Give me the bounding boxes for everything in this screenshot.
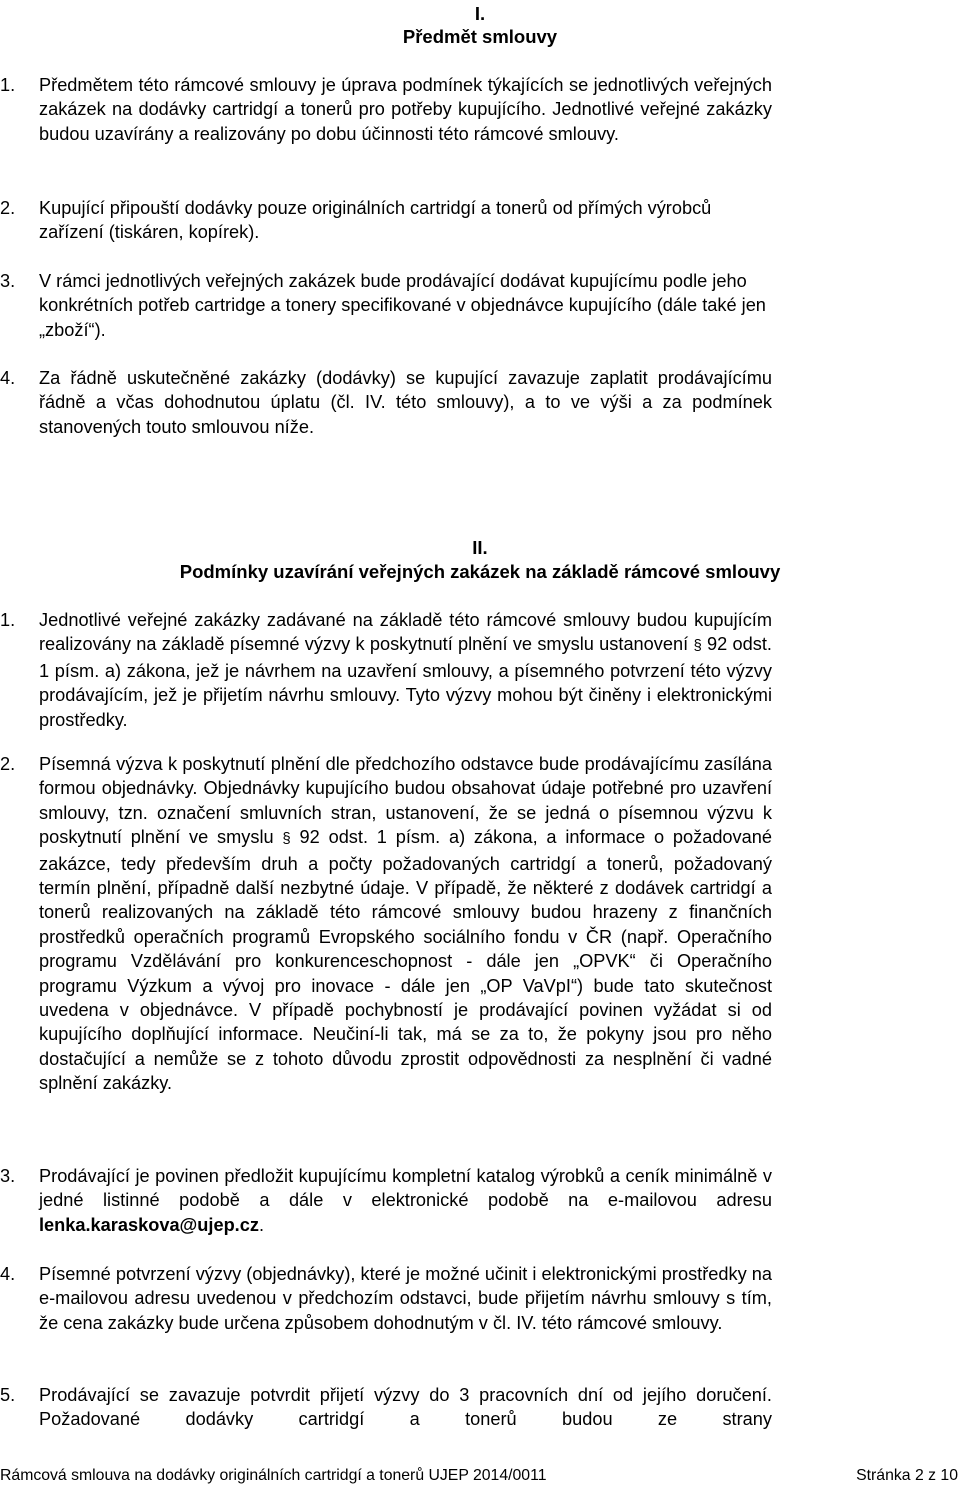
s2-item-1-text: Jednotlivé veřejné zakázky zadávané na základě této rámcové smlouvy budou kupujícím realizovány na základě písemné výzvy k poskytnutí plnění ve smyslu ustanovení § 92 odst. 1 písm. a) zákona, jež je návrhem na uzavření smlouvy, a písemného potvrzení této výzvy prodávajícím, jež je přijetím návrhu smlouvy. Tyto výzvy mohou být činěny i elektronickými prostředky. bbox=[39, 610, 772, 730]
s2-item-1 bbox=[0, 608, 780, 732]
s1-item-4-number: 4. bbox=[0, 368, 16, 388]
s1-item-3 bbox=[0, 269, 780, 343]
s2-item-2 bbox=[0, 752, 780, 1144]
page-footer bbox=[0, 1465, 960, 1487]
s2-item-3 bbox=[0, 1164, 780, 1240]
s1-item-4 bbox=[0, 366, 780, 440]
s2-item-4-text: Písemné potvrzení výzvy (objednávky), které je možné učinit i elektronickými prostředky na e-mailovou adresu uvedenou v předchozím odstavci, bude přijetím návrhu smlouvy s tím, že cena zakázky bude určena způsobem dohodnutým v čl. IV. této rámcové smlouvy. bbox=[39, 1264, 772, 1333]
s2-item-2-text: Písemná výzva k poskytnutí plnění dle předchozího odstavce bude prodávajícímu zasílána formou objednávky. Objednávky kupujícího budou obsahovat údaje potřebné pro uzavření smlouvy, tzn. označení smluvních stran, ustanovení, že se jedná o písemnou výzvu k poskytnutí plnění ve smyslu § 92 odst. 1 písm. a) zákona, a informace o požadované zakázce, tedy především druh a počty požadovaných cartridgí a tonerů, požadovaný termín plnění, případně další nezbytné údaje. V případě, že některé z dodávek cartridgí a tonerů realizovaných na základě této rámcové smlouvy budou hrazeny z finančních prostředků operačních programů Evropského sociálního fondu v ČR (např. Operačního programu Vzdělávání pro konkurenceschopnost - dále jen „OPVK“ či Operačního programu Výzkum a vývoj pro inovace - dále jen „OP VaVpI“) bude tato skutečnost uvedena v objednávce. V případě pochybností je prodávající povinen vyžádat si od kupujícího doplňující informace. Neučiní-li tak, má se za to, že pokyny jsou pro něho dostačující a nemůže se z tohoto důvodu zprostit odpovědnosti za nesplnění či vadné splnění zakázky. bbox=[39, 754, 772, 1094]
section-sign: § bbox=[693, 637, 702, 655]
s2-item-4 bbox=[0, 1262, 780, 1362]
s2-item-2-number: 2. bbox=[0, 754, 16, 774]
s2-item-1-number: 1. bbox=[0, 610, 16, 630]
s1-item-1-text: Předmětem této rámcové smlouvy je úprava podmínek týkajících se jednotlivých veřejných zakázek na dodávky cartridgí a tonerů pro potřeby kupujícího. Jednotlivé veřejné zakázky budou uzavírány a realizovány po dobu účinnosti této rámcové smlouvy. bbox=[39, 75, 772, 144]
section-2-title: Podmínky uzavírání veřejných zakázek na základě rámcové smlouvy bbox=[179, 561, 781, 582]
s2-item-3-number: 3. bbox=[0, 1166, 16, 1186]
section-sign: § bbox=[282, 830, 291, 848]
s2-item-5 bbox=[0, 1383, 780, 1435]
s2-item-4-number: 4. bbox=[0, 1264, 16, 1284]
s2-item-5-text: Prodávající se zavazuje potvrdit přijetí výzvy do 3 pracovních dní od jejího doručení. Požadované dodávky cartridgí a tonerů budou ze strany bbox=[39, 1385, 772, 1430]
s1-item-3-text: V rámci jednotlivých veřejných zakázek bude prodávající dodávat kupujícímu podle jeho konkrétních potřeb cartridge a tonery specifikované v objednávce kupujícího (dále také jen „zboží“). bbox=[39, 271, 766, 340]
s1-item-1-number: 1. bbox=[0, 75, 16, 95]
s1-item-2-text: Kupující připouští dodávky pouze originálních cartridgí a tonerů od přímých výrobců zařízení (tiskáren, kopírek). bbox=[39, 198, 712, 243]
s1-item-3-number: 3. bbox=[0, 271, 16, 291]
s1-item-4-text: Za řádně uskutečněné zakázky (dodávky) se kupující zavazuje zaplatit prodávajícímu řádně a včas dohodnutou úplatu (čl. IV. této smlouvy), a to ve výši a za podmínek stanovených touto smlouvou níže. bbox=[39, 368, 772, 437]
footer-document-title: Rámcová smlouva na dodávky originálních cartridgí a tonerů UJEP 2014/0011 bbox=[0, 1467, 547, 1484]
section-1-title: Předmět smlouvy bbox=[402, 26, 558, 47]
email-address: lenka.karaskova@ujep.cz bbox=[39, 1214, 259, 1235]
section-2-number: II. bbox=[472, 537, 488, 558]
footer-page-number: Stránka 2 z 10 bbox=[856, 1467, 958, 1484]
s2-item-5-number: 5. bbox=[0, 1385, 16, 1405]
s1-item-1 bbox=[0, 73, 780, 171]
s1-item-2 bbox=[0, 196, 780, 246]
section-1-number: I. bbox=[474, 3, 486, 24]
s1-item-2-number: 2. bbox=[0, 198, 16, 218]
s2-item-3-text: Prodávající je povinen předložit kupujícímu kompletní katalog výrobků a ceník minimálně v jedné listinné podobě a dále v elektronické podobě na e-mailovou adresu lenka.karaskova@ujep.cz. bbox=[39, 1166, 772, 1235]
